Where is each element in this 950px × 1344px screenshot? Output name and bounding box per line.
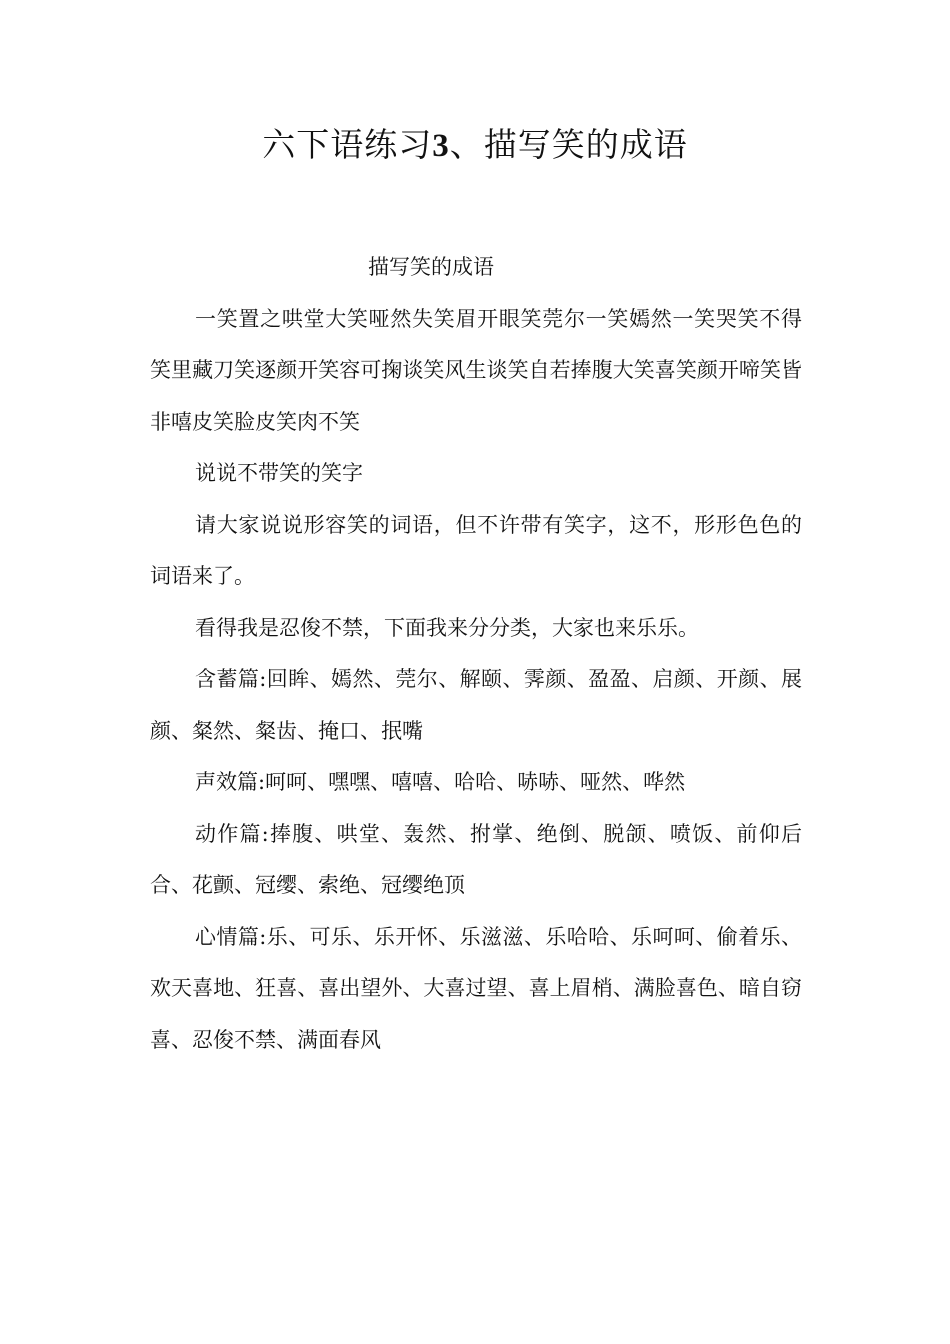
- title-number: 3: [432, 128, 450, 164]
- category-words: 捧腹、哄堂、轰然、拊掌、绝倒、脱颌、喷饭、前仰后合、花颤、冠缨、索绝、冠缨绝顶: [150, 821, 802, 897]
- category-sound: [150, 757, 802, 809]
- category-action: [150, 809, 802, 912]
- title-suffix: 、描写笑的成语: [449, 125, 688, 164]
- section-heading: 说说不带笑的笑字: [195, 461, 363, 485]
- category-label: 声效篇:: [195, 770, 266, 794]
- category-label: 动作篇:: [195, 821, 269, 846]
- document-title: [0, 120, 950, 171]
- title-prefix: 六下语练习: [262, 125, 433, 164]
- category-words: 乐、可乐、乐开怀、乐滋滋、乐哈哈、乐呵呵、偷着乐、欢天喜地、狂喜、喜出望外、大喜过望、喜上眉梢、满脸喜色、暗自窃喜、忍俊不禁、满面春风: [150, 924, 803, 1052]
- category-words: 呵呵、嘿嘿、嘻嘻、哈哈、哧哧、哑然、哗然: [265, 770, 686, 794]
- subtitle: 描写笑的成语: [368, 255, 494, 279]
- transition-paragraph: 看得我是忍俊不禁，下面我来分分类，大家也来乐乐。: [195, 615, 699, 640]
- category-label: 含蓄篇:: [195, 667, 267, 691]
- intro-paragraph: 请大家说说形容笑的词语，但不许带有笑字，这不，形形色色的词语来了。: [150, 512, 802, 588]
- category-mood: [150, 912, 802, 1067]
- document-body: [150, 242, 802, 1066]
- category-subtle: [150, 654, 802, 757]
- category-label: 心情篇:: [195, 924, 267, 949]
- idioms-paragraph: 一笑置之哄堂大笑哑然失笑眉开眼笑莞尔一笑嫣然一笑哭笑不得笑里藏刀笑逐颜开笑容可掬谈笑风生谈笑自若捧腹大笑喜笑颜开啼笑皆非嘻皮笑脸皮笑肉不笑: [150, 306, 802, 434]
- category-words: 回眸、嫣然、莞尔、解颐、霁颜、盈盈、启颜、开颜、展颜、粲然、粲齿、掩口、抿嘴: [150, 667, 803, 743]
